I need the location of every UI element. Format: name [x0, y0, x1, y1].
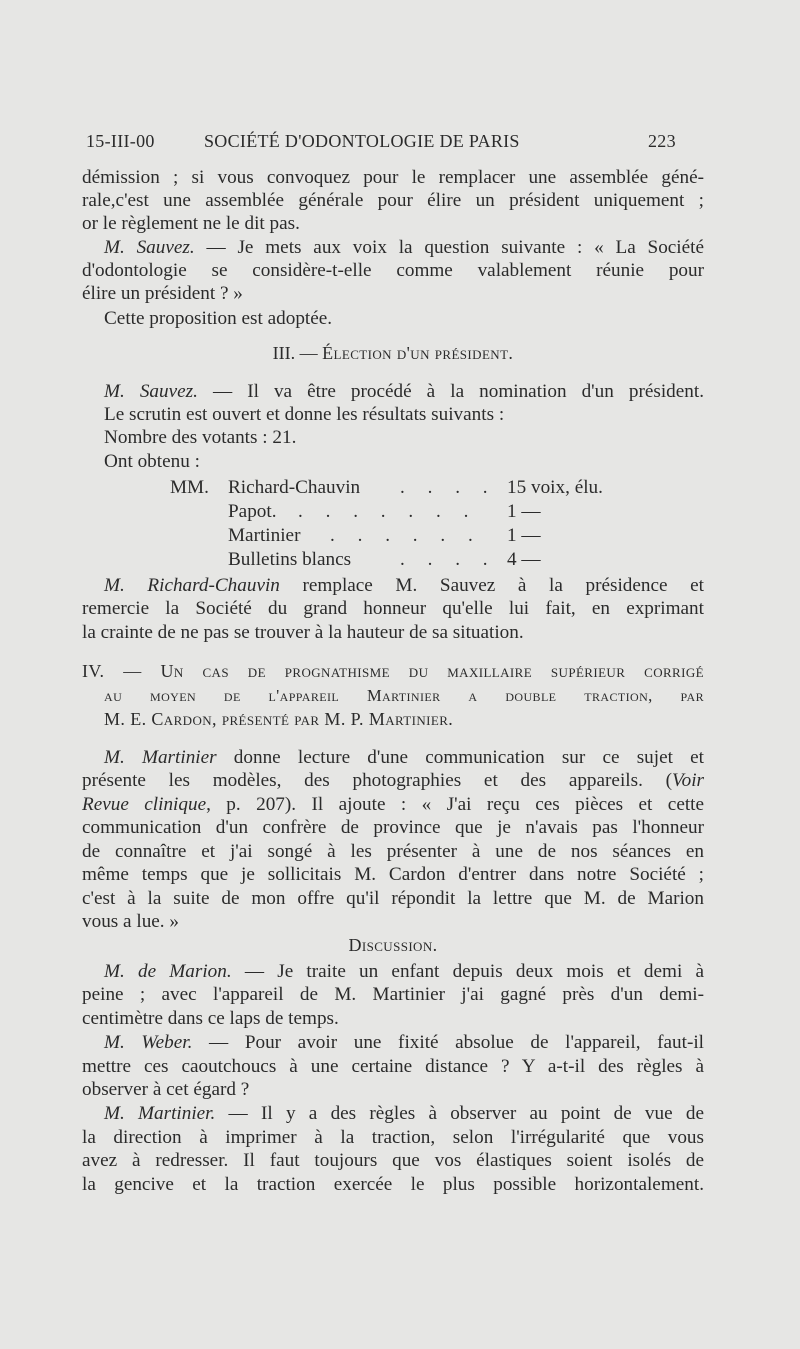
- text-line: de connaître et j'ai songé à les présenter à une de nos séances en: [82, 841, 704, 862]
- speaker-name: M. Sauvez.: [104, 381, 198, 402]
- text-line: [104, 236, 704, 259]
- text-line: la gencive et la traction exercée le plus possible horizontalement.: [82, 1174, 704, 1195]
- leader-dots: . . . .: [400, 477, 497, 498]
- text-line: rale,c'est une assemblée générale pour élire un président uniquement ;: [82, 190, 704, 211]
- candidate-name: Bulletins blancs: [228, 549, 352, 570]
- text-line: la direction à imprimer à la traction, selon l'irrégularité que vous: [82, 1127, 704, 1148]
- speaker-name: M. Martinier: [104, 747, 217, 768]
- text-line: la crainte de ne pas se trouver à la hauteur de sa situation.: [82, 622, 524, 643]
- section-title: Élection d'un président.: [322, 343, 514, 363]
- text-line: mettre ces caoutchoucs à une certaine distance ? Y a-t-il des règles à: [82, 1056, 704, 1077]
- text-line: vous a lue. »: [82, 911, 179, 932]
- citation: Voir: [672, 770, 704, 791]
- leader-dots: . . . .: [400, 549, 497, 570]
- candidate-name: Papot.: [228, 501, 277, 522]
- candidate-name: Richard-Chauvin: [228, 477, 361, 498]
- citation: Revue clinique: [82, 794, 207, 815]
- text-line: démission ; si vous convoquez pour le remplacer une assemblée géné-: [82, 167, 704, 188]
- text-line: [104, 960, 704, 983]
- discussion-heading: Discussion.: [348, 935, 438, 955]
- page-number: 223: [648, 131, 676, 151]
- text-line: communication d'un confrère de province que je n'avais pas l'honneur: [82, 817, 704, 838]
- leader-dots: . . . . . .: [330, 525, 482, 546]
- text-line: [104, 1102, 704, 1125]
- text-run: — Je traite un enfant depuis deux mois et demi à: [231, 961, 705, 982]
- vote-result: 15 voix, élu.: [507, 477, 603, 498]
- text-run: donne lecture d'une communication sur ce sujet et: [216, 747, 704, 768]
- text-line: [82, 769, 704, 792]
- vote-result: 1 —: [507, 501, 541, 522]
- text-run: , p. 207). Il ajoute : « J'ai reçu ces pièces et cette: [206, 794, 705, 815]
- text-line: remercie la Société du grand honneur qu'elle lui fait, en exprimant: [82, 598, 704, 619]
- vote-result: 4 —: [507, 549, 541, 570]
- text-line: avez à redresser. Il faut toujours que vos élastiques soient isolés de: [82, 1150, 704, 1171]
- text-line: Cette proposition est adoptée.: [104, 308, 333, 329]
- text-line: [82, 793, 704, 816]
- text-line: peine ; avec l'appareil de M. Martinier j'ai gagné près d'un demi-: [82, 984, 704, 1005]
- speaker-name: M. Weber.: [104, 1032, 193, 1053]
- text-line: centimètre dans ce laps de temps.: [82, 1008, 339, 1029]
- text-line: [104, 574, 704, 597]
- speaker-name: M. Sauvez.: [104, 237, 195, 258]
- section-heading: M. E. Cardon, présenté par M. P. Martinier.: [104, 709, 454, 729]
- text-run: — Pour avoir une fixité absolue de l'appareil, faut-il: [192, 1032, 704, 1053]
- vote-result: 1 —: [507, 525, 541, 546]
- text-run: — Il va être procédé à la nomination d'un président.: [197, 381, 704, 402]
- text-run: — Je mets aux voix la question suivante : « La Société: [194, 237, 704, 258]
- text-line: [104, 1031, 704, 1054]
- header-title: SOCIÉTÉ D'ODONTOLOGIE DE PARIS: [204, 131, 520, 151]
- section-heading: au moyen de l'appareil Martinier a double traction, par: [104, 686, 704, 705]
- text-line: Nombre des votants : 21.: [104, 427, 297, 448]
- vote-prefix: MM.: [170, 477, 209, 498]
- text-run: présente les modèles, des photographies et des appareils. (: [82, 770, 673, 791]
- text-line: élire un président ? »: [82, 283, 243, 304]
- candidate-name: Martinier: [228, 525, 301, 546]
- text-line: même temps que je sollicitais M. Cardon d'entrer dans notre Société ;: [82, 864, 704, 885]
- text-line: or le règlement ne le dit pas.: [82, 213, 300, 234]
- text-run: — Il y a des règles à observer au point de vue de: [215, 1103, 704, 1124]
- text-line: [104, 746, 704, 769]
- text-run: remplace M. Sauvez à la présidence et: [279, 575, 704, 596]
- text-line: Le scrutin est ouvert et donne les résultats suivants :: [104, 404, 505, 425]
- speaker-name: M. de Marion.: [104, 961, 232, 982]
- text-line: Ont obtenu :: [104, 451, 200, 472]
- speaker-name: M. Richard-Chauvin: [104, 575, 280, 596]
- text-line: observer à cet égard ?: [82, 1079, 250, 1100]
- section-heading: [82, 342, 704, 365]
- text-line: d'odontologie se considère-t-elle comme valablement réunie pour: [82, 260, 704, 281]
- leader-dots: . . . . . . .: [298, 501, 478, 522]
- text-line: c'est à la suite de mon offre qu'il répondit la lettre que M. de Marion: [82, 888, 704, 909]
- section-number: III. —: [272, 343, 323, 363]
- speaker-name: M. Martinier.: [104, 1103, 216, 1124]
- section-heading: IV. — Un cas de prognathisme du maxillaire supérieur corrigé: [82, 661, 704, 681]
- text-line: [104, 380, 704, 403]
- header-date: 15-III-00: [86, 131, 155, 151]
